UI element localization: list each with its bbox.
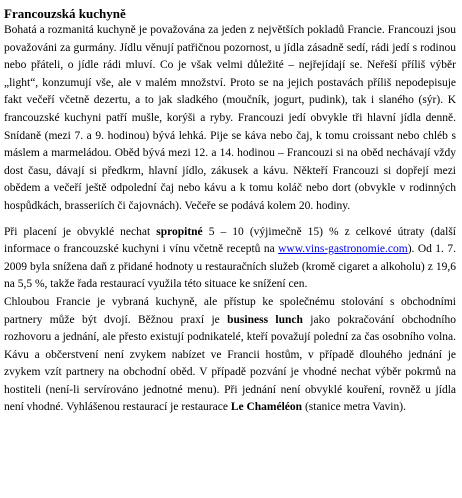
tipping-text-end: ). Od 1. 7. 2009 byla snížena daň z přidané hodnoty u restauračních služeb (kromě cigaret a alkoholu) z 19,6 na 5,5 %, takže řada restaurací využila této situace ke snížení cen. bbox=[4, 243, 456, 291]
business-text-end: (stanice metra Vavin). bbox=[302, 401, 406, 414]
paragraph-business-dining bbox=[4, 294, 456, 417]
recipes-website-link[interactable]: www.vins-gastronomie.com bbox=[278, 243, 408, 256]
document-title: Francouzská kuchyně bbox=[4, 6, 126, 21]
business-text-middle: jako pokračování obchodního rozhovoru a jednání, ale přesto existují podnikatelé, kteří považují polední za čas osobního volna. Kávu a občerstvení není zvykem nabízet ve Francii hostům, v případě dlouhého jednání je zvykem vzít partnery na obchodní oběd. V případě pozvání je vhodné nechat výběr pokrmů na hostiteli (není-li servírováno jednotné menu). Při jednání není obvyklé kouření, rovněž u jídla není vhodné. Vyhlášenou restaurací je restaurace bbox=[4, 313, 456, 414]
restaurant-name: Le Chaméléon bbox=[230, 401, 303, 414]
tipping-text-start: Při placení je obvyklé nechat bbox=[4, 225, 157, 238]
business-lunch-term: business lunch bbox=[227, 313, 303, 326]
document-page bbox=[4, 6, 456, 417]
paragraph-cuisine-overview: Bohatá a rozmanitá kuchyně je považována za jeden z největších pokladů Francie. Francouzi jsou považováni za gurmány. Jídlu věnují patřičnou pozornost, u jídla zásadně sedí, rádi jedí s rodinou nebo přáteli, o jídle rádi mluví. Co je však velmi důležité – nejřejídají se. Neřeší příliš výběr „light“, konzumují vše, ale v malém množství. Proto se na jejich postavách příliš nepodepisuje fakt večeří včetně dezertu, a to jak sladkého (moučník, jogurt, pudink), tak i slaného (sýr). K francouzské kuchyni patří mušle, korýši a ryby. Francouzi jedí obvykle tři hlavní jídla denně. Snídaně (mezi 7. a 9. hodinou) bývá lehká. Pije se káva nebo čaj, k tomu croissant nebo chléb s máslem a marmeládou. Oběd bývá mezi 12. a 14. hodinou – Francouzi si na oběd nechávají vždy dost času, dávají si předkrm, hlavní jídlo, zákusek a kávu. Někteří Francouzi si dopřejí mezi obědem a večeří ještě odpolední čaj nebo kávu a k tomu koláč nebo dort (obvykle v rodinných hospůdkách, brasseriích či čajovnách). Večeře se podává kolem 20. hodiny. bbox=[4, 24, 456, 212]
business-text-start: Chloubou Francie je vybraná kuchyně, ale přístup ke společnému stolování s obchodními partnery může být dvojí. Běžnou praxí je bbox=[4, 295, 456, 326]
tipping-text-middle: 5 – 10 (výjimečně 15) % z celkové útraty (další informace o francouzské kuchyni i vínu včetně receptů na bbox=[4, 225, 457, 256]
tip-term: spropitné bbox=[156, 225, 203, 238]
paragraph-tipping bbox=[4, 224, 456, 294]
